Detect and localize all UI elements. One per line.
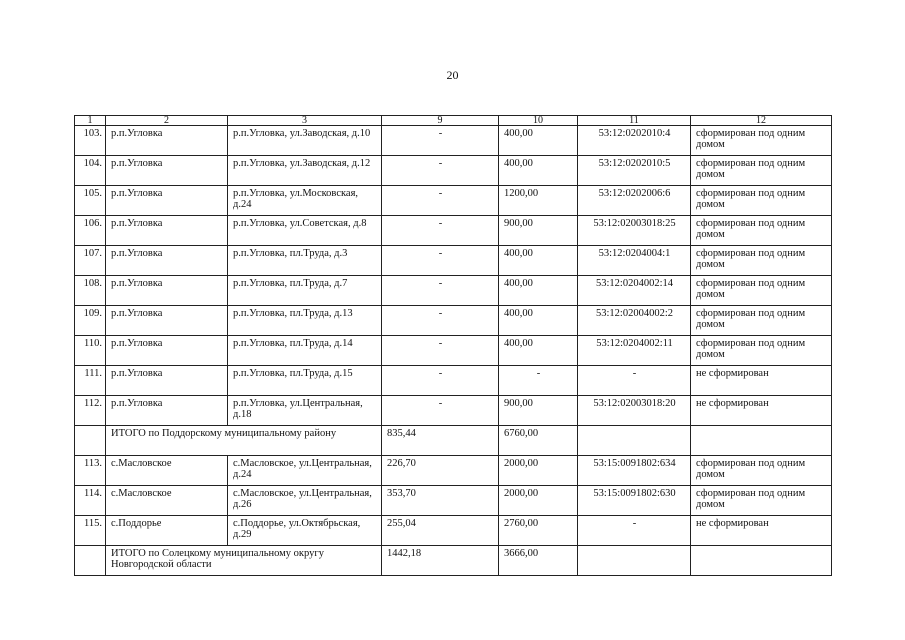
header-cell: 12 bbox=[691, 116, 832, 126]
address-cell: р.п.Угловка, пл.Труда, д.7 bbox=[228, 276, 382, 306]
status-cell: сформирован под одним домом bbox=[691, 246, 832, 276]
cadastre-cell: 53:15:0091802:630 bbox=[578, 486, 691, 516]
status-cell: не сформирован bbox=[691, 366, 832, 396]
status-cell bbox=[691, 426, 832, 456]
col10-cell: 400,00 bbox=[499, 306, 578, 336]
table-row bbox=[75, 456, 832, 486]
table-row bbox=[75, 276, 832, 306]
cadastre-cell: 53:12:02004002:2 bbox=[578, 306, 691, 336]
row-number: 114. bbox=[75, 486, 106, 516]
cadastre-cell: 53:12:0204002:14 bbox=[578, 276, 691, 306]
col10-cell: 900,00 bbox=[499, 216, 578, 246]
header-cell: 11 bbox=[578, 116, 691, 126]
col9-cell: - bbox=[382, 156, 499, 186]
cadastre-cell: 53:12:02003018:25 bbox=[578, 216, 691, 246]
row-number: 110. bbox=[75, 336, 106, 366]
col10-cell: 2760,00 bbox=[499, 516, 578, 546]
page-number: 20 bbox=[446, 68, 459, 82]
col10-cell: 900,00 bbox=[499, 396, 578, 426]
col10-cell: 400,00 bbox=[499, 126, 578, 156]
col10-cell: 400,00 bbox=[499, 156, 578, 186]
settlement-cell: р.п.Угловка bbox=[106, 276, 228, 306]
address-cell: р.п.Угловка, пл.Труда, д.3 bbox=[228, 246, 382, 276]
table-row bbox=[75, 246, 832, 276]
status-cell: сформирован под одним домом bbox=[691, 276, 832, 306]
col9-cell: - bbox=[382, 126, 499, 156]
row-number: 112. bbox=[75, 396, 106, 426]
row-number: 108. bbox=[75, 276, 106, 306]
address-cell: с.Поддорье, ул.Октябрьская, д.29 bbox=[228, 516, 382, 546]
table-row bbox=[75, 186, 832, 216]
row-number: 105. bbox=[75, 186, 106, 216]
row-number: 104. bbox=[75, 156, 106, 186]
address-cell: р.п.Угловка, ул.Советская, д.8 bbox=[228, 216, 382, 246]
col9-cell: - bbox=[382, 396, 499, 426]
table-row bbox=[75, 486, 832, 516]
row-number bbox=[75, 546, 106, 576]
address-cell: р.п.Угловка, пл.Труда, д.15 bbox=[228, 366, 382, 396]
settlement-cell: р.п.Угловка bbox=[106, 216, 228, 246]
col10-cell: 400,00 bbox=[499, 276, 578, 306]
status-cell: сформирован под одним домом bbox=[691, 156, 832, 186]
col10-cell: 400,00 bbox=[499, 336, 578, 366]
col10-cell: 2000,00 bbox=[499, 456, 578, 486]
row-number: 109. bbox=[75, 306, 106, 336]
status-cell: сформирован под одним домом bbox=[691, 186, 832, 216]
settlement-cell: р.п.Угловка bbox=[106, 336, 228, 366]
col9-cell: 226,70 bbox=[382, 456, 499, 486]
status-cell: сформирован под одним домом bbox=[691, 486, 832, 516]
cadastre-cell: 53:12:0204002:11 bbox=[578, 336, 691, 366]
settlement-cell: р.п.Угловка bbox=[106, 156, 228, 186]
address-cell: р.п.Угловка, пл.Труда, д.14 bbox=[228, 336, 382, 366]
total-label: ИТОГО по Солецкому муниципальному округу Новгородской области bbox=[106, 546, 382, 576]
col10-cell: - bbox=[499, 366, 578, 396]
status-cell: сформирован под одним домом bbox=[691, 456, 832, 486]
address-cell: р.п.Угловка, ул.Заводская, д.12 bbox=[228, 156, 382, 186]
cadastre-cell: 53:12:0202006:6 bbox=[578, 186, 691, 216]
address-cell: р.п.Угловка, ул.Московская, д.24 bbox=[228, 186, 382, 216]
row-number: 113. bbox=[75, 456, 106, 486]
settlement-cell: р.п.Угловка bbox=[106, 396, 228, 426]
table-row bbox=[75, 306, 832, 336]
total-label: ИТОГО по Поддорскому муниципальному району bbox=[106, 426, 382, 456]
status-cell: сформирован под одним домом bbox=[691, 336, 832, 366]
address-cell: р.п.Угловка, ул.Центральная, д.18 bbox=[228, 396, 382, 426]
address-cell: с.Масловское, ул.Центральная, д.24 bbox=[228, 456, 382, 486]
cadastre-cell: 53:12:02003018:20 bbox=[578, 396, 691, 426]
settlement-cell: р.п.Угловка bbox=[106, 126, 228, 156]
col10-cell: 2000,00 bbox=[499, 486, 578, 516]
status-cell bbox=[691, 546, 832, 576]
header-row bbox=[75, 116, 832, 126]
col10-cell: 400,00 bbox=[499, 246, 578, 276]
header-cell: 10 bbox=[499, 116, 578, 126]
cadastre-cell: 53:12:0202010:4 bbox=[578, 126, 691, 156]
header-cell: 3 bbox=[228, 116, 382, 126]
col9-cell: - bbox=[382, 216, 499, 246]
table-row bbox=[75, 336, 832, 366]
table-row bbox=[75, 156, 832, 186]
total-row bbox=[75, 546, 832, 576]
cadastre-cell: - bbox=[578, 366, 691, 396]
cadastre-cell: 53:12:0202010:5 bbox=[578, 156, 691, 186]
row-number bbox=[75, 426, 106, 456]
total-col10: 3666,00 bbox=[499, 546, 578, 576]
status-cell: не сформирован bbox=[691, 396, 832, 426]
table-row bbox=[75, 366, 832, 396]
col9-cell: 353,70 bbox=[382, 486, 499, 516]
address-cell: р.п.Угловка, ул.Заводская, д.10 bbox=[228, 126, 382, 156]
col9-cell: - bbox=[382, 276, 499, 306]
table-row bbox=[75, 126, 832, 156]
table-row bbox=[75, 396, 832, 426]
table-row bbox=[75, 516, 832, 546]
col9-cell: 255,04 bbox=[382, 516, 499, 546]
status-cell: не сформирован bbox=[691, 516, 832, 546]
total-col10: 6760,00 bbox=[499, 426, 578, 456]
cadastre-cell: 53:12:0204004:1 bbox=[578, 246, 691, 276]
row-number: 115. bbox=[75, 516, 106, 546]
row-number: 106. bbox=[75, 216, 106, 246]
row-number: 107. bbox=[75, 246, 106, 276]
header-cell: 9 bbox=[382, 116, 499, 126]
status-cell: сформирован под одним домом bbox=[691, 216, 832, 246]
settlement-cell: с.Масловское bbox=[106, 486, 228, 516]
address-cell: с.Масловское, ул.Центральная, д.26 bbox=[228, 486, 382, 516]
cadastre-cell bbox=[578, 546, 691, 576]
header-cell: 1 bbox=[75, 116, 106, 126]
settlement-cell: с.Масловское bbox=[106, 456, 228, 486]
row-number: 111. bbox=[75, 366, 106, 396]
col9-cell: - bbox=[382, 336, 499, 366]
table-row bbox=[75, 216, 832, 246]
status-cell: сформирован под одним домом bbox=[691, 306, 832, 336]
col9-cell: - bbox=[382, 186, 499, 216]
col10-cell: 1200,00 bbox=[499, 186, 578, 216]
cadastre-cell bbox=[578, 426, 691, 456]
settlement-cell: р.п.Угловка bbox=[106, 306, 228, 336]
total-row bbox=[75, 426, 832, 456]
status-cell: сформирован под одним домом bbox=[691, 126, 832, 156]
col9-cell: - bbox=[382, 306, 499, 336]
col9-cell: - bbox=[382, 366, 499, 396]
cadastre-cell: - bbox=[578, 516, 691, 546]
settlement-cell: р.п.Угловка bbox=[106, 246, 228, 276]
header-cell: 2 bbox=[106, 116, 228, 126]
settlement-cell: р.п.Угловка bbox=[106, 366, 228, 396]
settlement-cell: р.п.Угловка bbox=[106, 186, 228, 216]
cadastre-cell: 53:15:0091802:634 bbox=[578, 456, 691, 486]
total-col9: 835,44 bbox=[382, 426, 499, 456]
col9-cell: - bbox=[382, 246, 499, 276]
address-cell: р.п.Угловка, пл.Труда, д.13 bbox=[228, 306, 382, 336]
row-number: 103. bbox=[75, 126, 106, 156]
total-col9: 1442,18 bbox=[382, 546, 499, 576]
settlement-cell: с.Поддорье bbox=[106, 516, 228, 546]
register-table bbox=[74, 115, 832, 576]
